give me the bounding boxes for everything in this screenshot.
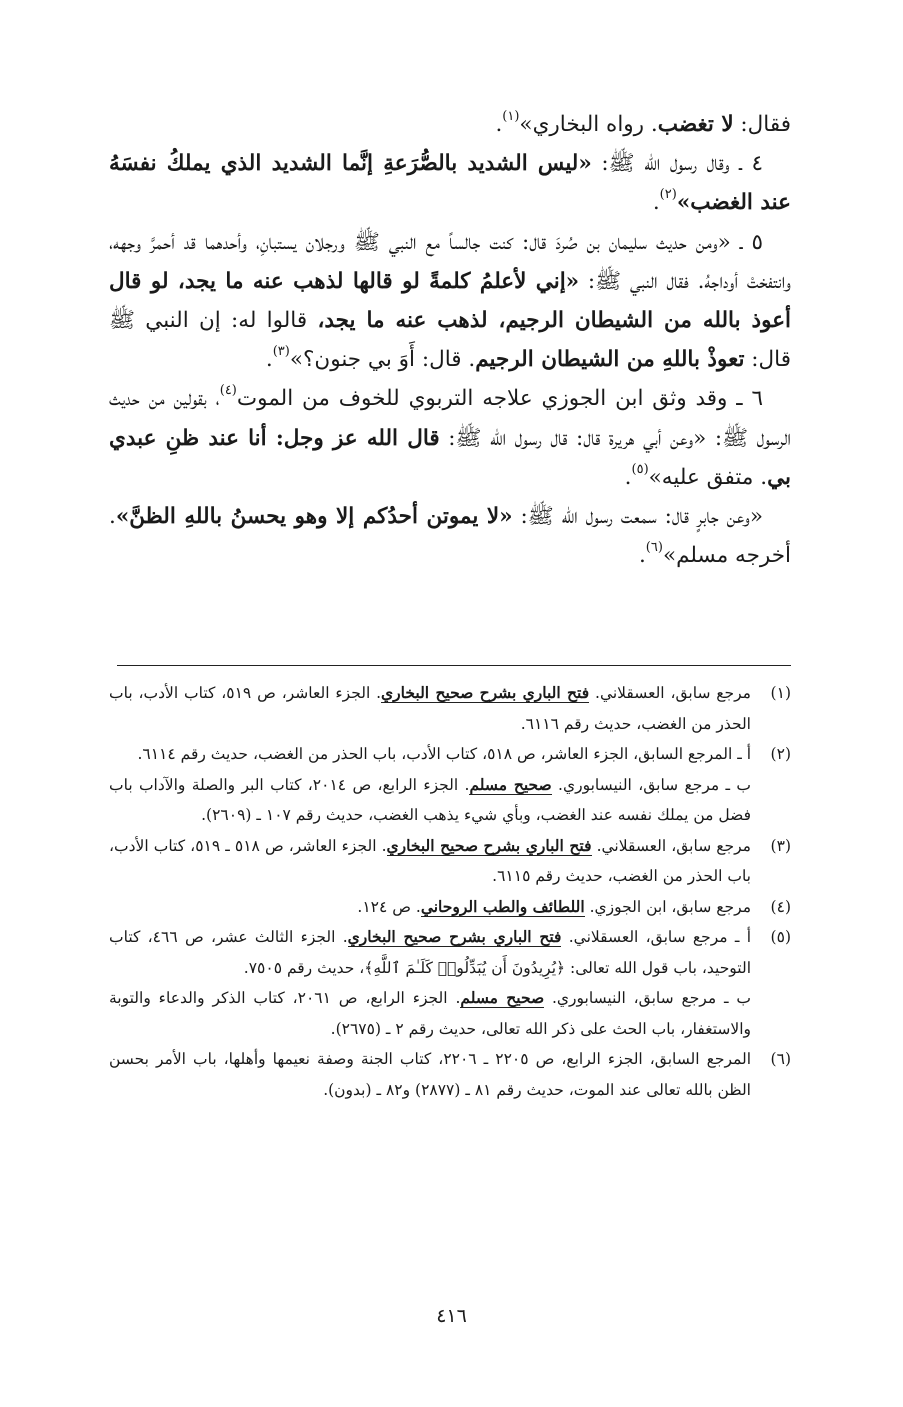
text-run: ب ـ مرجع سابق، النيسابوري. [544, 989, 751, 1007]
text-run: . متفق عليه» [648, 464, 768, 490]
text-run: قالوا له: إن النبي ﷺ قال: [109, 308, 791, 373]
text-run: «وعن جابرٍ قال: سمعت رسول الله ﷺ: [512, 504, 763, 530]
text-run: . الجزء العاشر، ص ٥١٨ ـ ٥١٩، كتاب الأدب، باب الحذر من الغضب، حديث رقم ٦١١٥. [109, 836, 751, 885]
book-title: صحيح مسلم [460, 988, 545, 1007]
hadith-quote: «لا يموتن أحدُكم إلا وهو يحسنُ باللهِ الظنَّ» [115, 504, 513, 530]
paragraph-4 [109, 144, 791, 222]
footnote-text [109, 892, 751, 923]
main-text [109, 105, 791, 575]
footnote-separator [117, 665, 791, 666]
text-run: . قال: أَوَ بي جنون؟» [289, 347, 476, 373]
text-run: ، بقولين من حديث الرسول ﷺ: «وعن أبي هريرة قال: قال رسول الله ﷺ: [109, 386, 791, 451]
text-run: . الجزء الرابع، ص ٢٠١٤، كتاب البر والصلة والآداب باب فضل من يملك نفسه عند الغضب، وبأي شيء يذهب الغضب، حديث رقم ١٠٧ ـ (٢٦٠٩). [109, 775, 751, 824]
paragraph-1 [109, 105, 791, 144]
paragraph-5 [109, 223, 791, 380]
hadith-quote: «ليس الشديد بالصُّرَعةِ إنَّما الشديد الذي يملكُ نفسَهُ عند الغضب» [109, 151, 791, 216]
footnote-ref-1[interactable]: (١) [502, 109, 520, 124]
footnote-text [109, 678, 751, 739]
footnote-6 [109, 1044, 791, 1105]
footnote-number: (٦) [770, 1050, 791, 1068]
book-title: فتح الباري بشرح صحيح البخاري [386, 835, 592, 855]
hadith-quote: «إني لأعلمُ كلمةً لو قالها لذهب عنه ما يجد، لو قال أعوذ بالله من الشيطان الرجيم، لذهب عنه ما يجد، [109, 268, 792, 334]
footnote-text [109, 922, 751, 983]
text-run: . الجزء العاشر، ص ٥١٩، كتاب الأدب، باب الحذر من الغضب، حديث رقم ٦١١٦. [109, 684, 751, 733]
footnote-2 [109, 739, 791, 770]
text-run: فقال: [733, 112, 791, 137]
book-title: فتح الباري بشرح صحيح البخاري [347, 927, 562, 946]
footnote-ref-2[interactable]: (٢) [659, 187, 677, 203]
text-run: . الجزء الثالث عشر، ص ٤٦٦، كتاب التوحيد، باب قول الله تعالى: ﴿يُرِيدُونَ أَن يُبَدِّلُوا۟ كَلَـٰمَ ٱللَّهِ﴾، حديث رقم ٧٥٠٥. [109, 928, 751, 977]
footnote-4 [109, 892, 791, 923]
footnote-number: (١) [770, 684, 791, 702]
footnotes [109, 678, 791, 1105]
text-run: . [638, 543, 646, 569]
hadith-quote: قال الله عز وجل: أنا عند ظنِ عبدي بي [109, 425, 791, 490]
text-run: . [265, 347, 273, 373]
text-run: . رواه البخاري» [519, 112, 658, 137]
footnote-2-part-b [109, 770, 751, 831]
footnote-ref-3[interactable]: (٣) [272, 344, 290, 360]
footnote-5-part-b [109, 983, 751, 1044]
footnote-text: أ ـ المرجع السابق، الجزء العاشر، ص ٥١٨، كتاب الأدب، باب الحذر من الغضب، حديث رقم ٦١١٤. [137, 745, 751, 763]
text-run: مرجع سابق، العسقلاني. [591, 836, 751, 855]
page-number: ٤١٦ [436, 1305, 467, 1327]
footnote-ref-5[interactable]: (٥) [631, 461, 649, 477]
text-run: . أخرجه مسلم» [109, 504, 791, 569]
text-run: . [624, 464, 632, 490]
book-title: صحيح مسلم [469, 774, 552, 794]
footnote-number: (٤) [770, 897, 791, 916]
text-run: ٤ ـ وقال رسول الله ﷺ: [591, 151, 764, 177]
hadith-quote: لا تغضب [657, 112, 734, 137]
hadith-quote: تعوذْ باللهِ من الشيطان الرجيم [475, 347, 745, 373]
footnote-number: (٣) [770, 836, 791, 855]
text-run: مرجع سابق، ابن الجوزي. [584, 897, 751, 916]
text-run: . ص ١٢٤. [357, 897, 421, 916]
text-run: أ ـ مرجع سابق، العسقلاني. [561, 928, 751, 946]
text-run: ٥ ـ «ومن حديث سليمان بن صُردَ قال: كنت جالساً مع النبي ﷺ ورجلان يستبانِ، وأحدهما قد أحمرَّ وجهه، وانتفختْ أوداجهُ. فقال النبي ﷺ: [109, 229, 791, 294]
footnote-3 [109, 831, 791, 892]
footnote-ref-4[interactable]: (٤) [219, 383, 237, 399]
text-run: ب ـ مرجع سابق، النيسابوري. [551, 775, 751, 794]
text-run: . [652, 190, 660, 216]
footnote-ref-6[interactable]: (٦) [645, 540, 663, 556]
book-title: اللطائف والطب الروحاني [420, 896, 585, 916]
paragraph-7 [109, 497, 791, 575]
text-run: . [495, 112, 503, 137]
text-run: . الجزء الرابع، ص ٢٠٦١، كتاب الذكر والدعاء والتوبة والاستغفار، باب الحث على ذكر الله تعالى، حديث رقم ٢ ـ (٢٦٧٥). [109, 989, 751, 1038]
footnote-number: (٥) [770, 928, 791, 946]
footnote-text: المرجع السابق، الجزء الرابع، ص ٢٢٠٥ ـ ٢٢٠٦، كتاب الجنة وصفة نعيمها وأهلها، باب الأمر بحسن الظن بالله تعالى عند الموت، حديث رقم ٨١ ـ (٢٨٧٧) و٨٢ ـ (بدون). [109, 1050, 751, 1099]
text-run: مرجع سابق، العسقلاني. [589, 684, 751, 702]
footnote-number: (٢) [770, 745, 791, 763]
footnote-text [109, 831, 751, 892]
paragraph-6 [109, 379, 791, 497]
book-title: فتح الباري بشرح صحيح البخاري [381, 683, 590, 702]
text-run: ٦ ـ وقد وثق ابن الجوزي علاجه التربوي للخوف من الموت [236, 386, 763, 412]
footnote-5 [109, 922, 791, 983]
footnote-1 [109, 678, 791, 739]
